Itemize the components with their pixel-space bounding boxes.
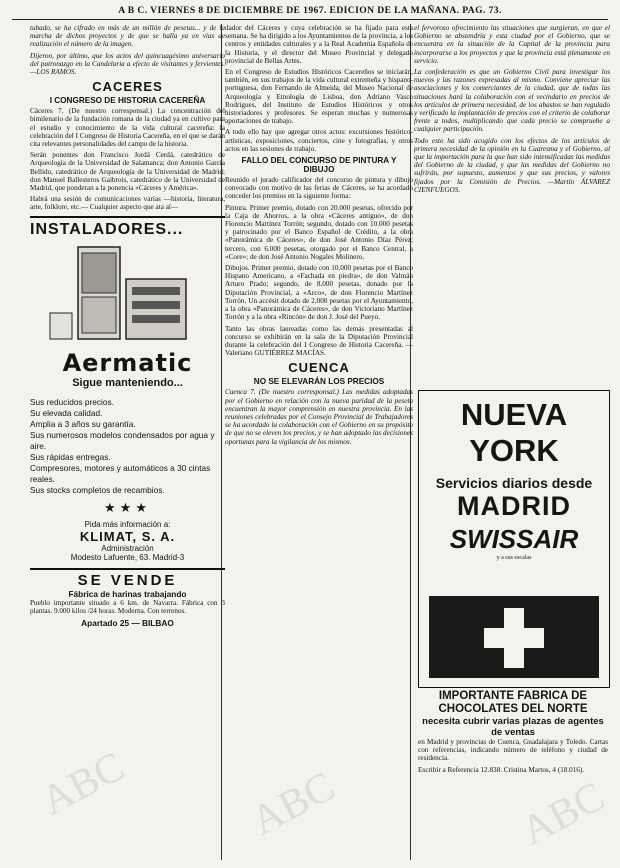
- intro-text: tubado, se ha cifrado en más de un millón de pesetas... y de la marcha de dichos proyectos y de que se halla ya en vías de realización el número de la imagen.: [30, 24, 225, 49]
- choc-title: IMPORTANTE FABRICA DE CHOCOLATES DEL NORTE: [438, 690, 588, 715]
- watermark: ABC: [244, 763, 343, 845]
- chocolate-factory-ad: [418, 690, 608, 777]
- article-paragraph: Cuenca 7. (De nuestro corresponsal.) Las medidas adoptadas por el Gobierno en relación con la nueva paridad de la peseta encuentran la mayor comprensión en nuestra provincia. En las reuniones celebradas por el Consejo Provincial de Trabajadores se ha acordado la colaboración con el Gobierno en su propósito de que no se eleven los precios, y se han adoptado las decisiones oportunas para la vigilancia de los mismos.: [225, 388, 413, 446]
- column-1: [30, 24, 225, 628]
- article-paragraph: Todo esto ha sido acogido con los efectos de los artículos de primera necesidad de la opinión en la Cuaresma y el Gobierno, al que la importación para la que han sido intensificadas las medidas del Gobierno de la ciudad, y que las medidas del Gobierno no sufrirán, por supuesto, aumentos y que sus precios, y valores fijados por la Comisión de Precios. —Martín ÁLVAREZ CIENFUEGOS.: [414, 136, 610, 194]
- swiss-cross-icon: [429, 596, 599, 678]
- aermatic-ad: [30, 216, 225, 562]
- section-title-concurso: FALLO DEL CONCURSO DE PINTURA Y DIBUJO: [241, 156, 397, 175]
- article-paragraph: La confederación es que un Gobierno Civil para investigar los nuevos y las razones expresadas al mismo. Conviene apreciar las asociaciones y los comerciantes de la ciudad, que de todas las situaciones hará la colaboración con el vecindario en precios de los artículos de primera necesidad, de los abastos se han regulado y verificado la implantación de precios con el criterio de colaborar frente a todos, multiplicando que cada precio se compruebe a cualquier participación.: [414, 68, 610, 134]
- swissair-ad: [418, 390, 610, 688]
- feature-item: Sus reducidos precios.: [30, 396, 114, 407]
- page-header: A B C. VIERNES 8 DE DICIEMBRE DE 1967. EDICION DE LA MAÑANA. PAG. 73.: [12, 5, 608, 20]
- article-paragraph: dador del Cáceres y cuya celebración se ha fijado para esta semana. Se ha dirigido a los Ayuntamientos de la provincia, a los centros y entidades culturales y a la Real Academia Española de la Historia, y el director del Museo Provincial y delegado provincial de Bellas Artes.: [225, 24, 413, 65]
- section-title-cuenca: CUENCA: [288, 360, 350, 376]
- feature-item: Su elevada calidad.: [30, 407, 103, 418]
- watermark: ABC: [514, 773, 613, 855]
- feature-item: Amplia a 3 años su garantía.: [30, 418, 136, 429]
- sale-contact: Apartado 25 — BILBAO: [81, 618, 174, 629]
- watermark: ABC: [34, 743, 133, 825]
- ad-subtitle: Sigue manteniendo...: [72, 376, 183, 389]
- choc-contact: Escribir a Referencia 12.838. Cristina Martos, 4 (18.016).: [418, 765, 585, 774]
- sale-subtitle: Fábrica de harinas trabajando: [68, 588, 187, 599]
- article-paragraph: Cáceres 7. (De nuestro corresponsal.) La concentración del bimilenario de la fundación romana de la ciudad ya en cultivo para el estudio y conocimiento de la vida cultural cacereña: la celebración del I Congreso de Historia Cacereña, en el que se darán cita relevantes personalidades del campo de la historia.: [30, 107, 225, 149]
- choc-body: en Madrid y provincias de Cuenca, Guadalajara y Toledo. Cartas con referencias, indicando número de teléfono y ciudad de residencia.: [418, 738, 608, 763]
- section-subtitle-precios: NO SE ELEVARÁN LOS PRECIOS: [253, 377, 385, 387]
- for-sale-ad: [30, 568, 225, 628]
- feature-list: [30, 397, 225, 496]
- article-paragraph: Reunido el jurado calificador del concurso de pintura y dibujo convocado con motivo de las ferias de Cáceres, se ha acordado conceder los premios en la siguiente forma:: [225, 176, 413, 201]
- info-label: Pida más información a:: [84, 519, 171, 529]
- section-title-caceres: CACERES: [92, 79, 163, 95]
- section-subtitle-congreso: I CONGRESO DE HISTORIA CACEREÑA: [49, 96, 206, 106]
- article-paragraph: En el Congreso de Estudios Históricos Cacereños se iniciarán, también, en sus trabajos de la vida cultural extremeña y hispano-portuguesa, don Fernando de Almeida, del Museo Nacional de Arqueología y Etnología de Lisboa, don Adriano Vasco Rodrigues, del Instituto de Estudios Históricos y otros historiadores y profesores. Se esperan muchas y numerosas aportaciones de trabajo.: [225, 68, 413, 126]
- feature-item: Compresores, motores y automáticos a 30 cintas reales.: [30, 462, 211, 484]
- column-3: [414, 24, 610, 386]
- brand-logo-swissair: SWISSAIR: [449, 524, 579, 554]
- feature-item: Sus rápidas entregas.: [30, 451, 111, 462]
- column-2: [225, 24, 413, 449]
- refrigerator-icon: [30, 243, 225, 347]
- article-paragraph: Habrá una sesión de comunicaciones varias —historia, literatura, arte, folklore, etc.— Cualquier aspecto que ata al—: [30, 195, 225, 212]
- article-paragraph: el fervoroso ofrecimiento las situaciones que surgieran, en que el Gobierno se abstendría y esta ciudad por el Gobierno, que se encuentra en la situación de la Capital de la provincia para incorporarse a los proyectos y que la provincia está plenamente en servicio.: [414, 24, 610, 65]
- company-address: Modesto Lafuente, 63. Madrid-3: [70, 552, 185, 562]
- choc-subtitle: necesita cubrir varias plazas de agentes de ventas: [422, 716, 604, 738]
- intro-text-2: Dijeron, por último, que los actos del quincuagésimo aniversario del patronazgo en la Candelaria a efecto de visitantes y fervientes. —LOS RAMOS.: [30, 51, 225, 77]
- ad-city: MADRID: [457, 491, 571, 521]
- sale-title: SE VENDE: [77, 571, 178, 589]
- brand-logo-aermatic: Aermatic: [62, 348, 193, 377]
- article-paragraph: Dibujos. Primer premio, dotado con 10.000 pesetas por el Banco Hispano Americano, a «Fachada en piedra», de don Valmán Arturo Prado; segundo, de 8.000 pesetas, donado por la Diputación Provincial, a «Arco», de don Florencio Martínez Torrón. Un accésit dotado de 2.000 pesetas por el Ayuntamiento, a la obra «Panorámica de Cáceres», de don Victoriano Martínez Torrón y a la obra «Rincón» de don J. José del Pueyo.: [225, 264, 413, 322]
- refrigerator-illustration: [30, 243, 225, 347]
- company-name: KLIMAT, S. A.: [79, 528, 176, 544]
- feature-item: Sus numerosos modelos condensados por agua y aire.: [30, 429, 215, 451]
- stars-icon: ★★★: [104, 499, 151, 515]
- cross-horizontal: [484, 628, 544, 648]
- ad-headline: NUEVA YORK: [460, 397, 568, 468]
- sale-body: Pueblo importante situado a 6 km. de Navarra. Fábrica con 3 plantas. 9.000 kilos /24 horas. Moderna. Con terrenos.: [30, 598, 225, 615]
- feature-item: Sus stocks completos de recambios.: [30, 484, 165, 495]
- ad-title: INSTALADORES...: [30, 220, 184, 238]
- article-paragraph: Serán ponentes don Francisco Jordá Cerdá, catedrático de Arqueología de la Universidad de Salamanca; don Antonio García Bellido, catedrático de Arqueología de la Universidad de Madrid; don Manuel Ballesteros Gaibrois, catedrático de la Universidad de Madrid, que ponderan a la ponencia «Cáceres y América».: [30, 151, 225, 193]
- article-paragraph: Pintura. Primer premio, dotado con 20.000 pesetas, ofrecido por la Caja de Ahorros, a la obra «Cáceres antiguo», de don Florencio Martínez Torrón; segundo, dotado con 10.000 pesetas y patrocinado por el Banco Español de Crédito, a la obra «Panorámica de Cáceres», de don José Antonio Díaz Pérez; tercero, con 6.000 pesetas, otorgado por el Banco Central, a «Core»; de don José Antonio Nogales Molinero.: [225, 203, 413, 261]
- company-admin: Administración: [101, 543, 154, 553]
- article-paragraph: A todo ello hay que agregar otros actos: excursiones histórico-artísticas, exposiciones, conciertos, cine y fotografías, y otros actos en las sesiones de trabajo.: [225, 128, 413, 153]
- ad-tagline: y a sus escalas: [496, 555, 532, 561]
- ad-services: Servicios diarios desde: [435, 475, 593, 491]
- article-paragraph: Tanto las obras laureadas como las demás presentadas al concurso se exhibirán en la sala de la Diputación Provincial durante la celebración del I Congreso de Historia Cacereña. —Valeriano GUTIÉRREZ MACÍAS.: [225, 324, 413, 358]
